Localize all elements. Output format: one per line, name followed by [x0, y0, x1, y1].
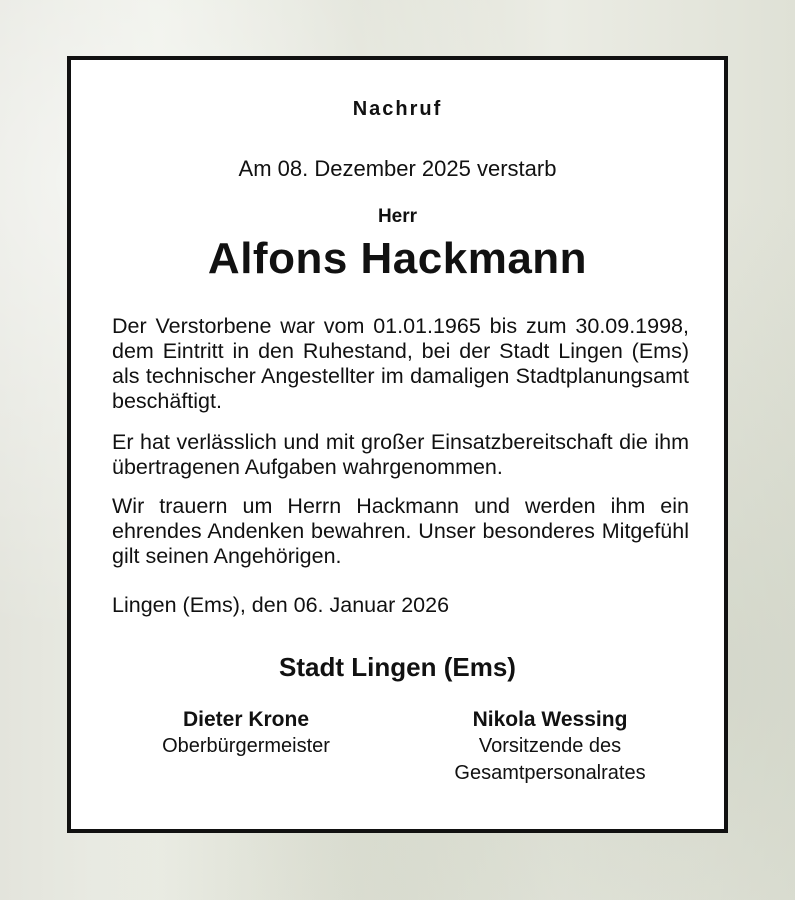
paragraph-career: Der Verstorbene war vom 01.01.1965 bis zum 30.09.1998, dem Eintritt in den Ruhestand, bei der Stadt Lingen (Ems) als technischer Angestellter im damaligen Stadtplanungsamt beschäftigt. — [112, 314, 689, 413]
salutation: Herr — [377, 206, 418, 227]
paragraph-condolence: Wir trauern um Herrn Hackmann und werden ihm ein ehrendes Andenken bewahren. Unser besonderes Mitgefühl gilt seinen Angehörigen. — [112, 494, 689, 568]
signatory-title: Oberbürgermeister — [162, 735, 330, 757]
organization-name: Stadt Lingen (Ems) — [279, 652, 516, 682]
signatory-name: Dieter Krone — [182, 708, 310, 731]
place-and-date: Lingen (Ems), den 06. Januar 2026 — [112, 593, 450, 617]
deceased-name: Alfons Hackmann — [207, 234, 588, 283]
death-date-line: Am 08. Dezember 2025 verstarb — [238, 156, 557, 181]
obituary-frame — [67, 56, 728, 833]
notice-heading: Nachruf — [352, 98, 443, 120]
signatory-title: Vorsitzende des — [478, 735, 622, 757]
signatory-name: Nikola Wessing — [472, 708, 628, 731]
signatory-title-continued: Gesamtpersonalrates — [454, 762, 646, 784]
signatory-staff-council — [425, 706, 675, 787]
paragraph-dedication: Er hat verlässlich und mit großer Einsatzbereitschaft die ihm übertragenen Aufgaben wahrgenommen. — [112, 430, 689, 479]
signatory-mayor — [127, 706, 365, 760]
